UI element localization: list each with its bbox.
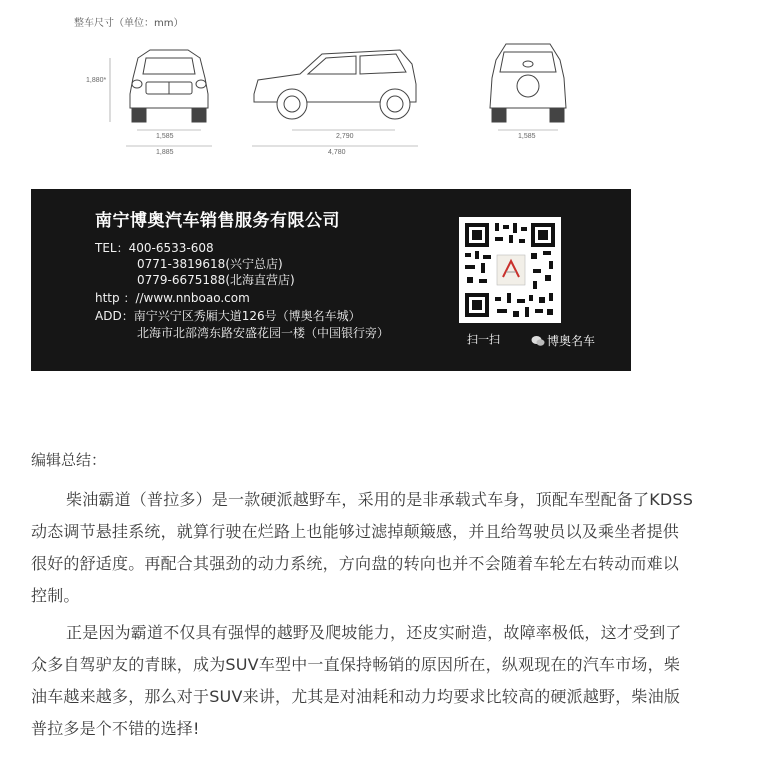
side-view-car: [254, 50, 416, 119]
company-name: 南宁博奥汽车销售服务有限公司: [95, 211, 340, 231]
length-label: 4,780: [328, 149, 346, 156]
diagram-title: 整车尺寸（单位：mm）: [74, 18, 184, 29]
paragraph-line: 很好的舒适度。再配合其强劲的动力系统，方向盘的转向也并不会随着车轮左右转动而难以: [31, 554, 680, 573]
tel-line: TEL：400-6533-608: [95, 241, 214, 255]
paragraph-line: 油车越来越多，那么对于SUV来讲，尤其是对油耗和动力均要求比较高的硬派越野，柴油版: [31, 687, 681, 706]
paragraph-line: 柴油霸道（普拉多）是一款硬派越野车，采用的是非承载式车身，顶配车型配备了KDSS: [66, 490, 694, 509]
tel-tertiary: 0779-6675188(北海直营店): [137, 273, 295, 287]
summary-heading: 编辑总结：: [31, 451, 107, 469]
front-view-car: [130, 50, 208, 122]
summary-paragraph-1: [31, 484, 761, 612]
paragraph-line: 正是因为霸道不仅具有强悍的越野及爬坡能力，还皮实耐造，故障率极低，这才受到了: [66, 623, 682, 642]
rear-view-car: [490, 44, 566, 122]
dealer-business-card: [31, 189, 631, 371]
scan-label: 扫一扫: [467, 333, 500, 346]
address-line-1: ADD：南宁兴宁区秀厢大道126号（博奥名车城）: [95, 309, 361, 323]
front-track-label: 1,585: [156, 133, 174, 140]
brand-watermark: 博奥名车: [547, 334, 596, 348]
address-line-2: 北海市北部湾东路安盛花园一楼（中国银行旁）: [137, 326, 390, 340]
vehicle-dimensions-diagram: [60, 8, 620, 176]
paragraph-line: 普拉多是个不错的选择!: [31, 719, 200, 738]
summary-paragraph-2: [31, 617, 761, 745]
front-width-label: 1,885: [156, 149, 174, 156]
paragraph-line: 控制。: [31, 586, 80, 605]
height-label: 1,880*: [86, 77, 107, 84]
tel-secondary: 0771-3819618(兴宁总店): [137, 257, 283, 271]
wechat-icon: [531, 335, 545, 347]
website-line: http ：//www.nnboao.com: [95, 291, 250, 305]
rear-track-label: 1,585: [518, 133, 536, 140]
paragraph-line: 众多自驾驴友的青睐，成为SUV车型中一直保持畅销的原因所在，纵观现在的汽车市场，柴: [31, 655, 681, 674]
wheelbase-label: 2,790: [336, 133, 354, 140]
paragraph-line: 动态调节悬挂系统，就算行驶在烂路上也能够过滤掉颠簸感，并且给驾驶员以及乘坐者提供: [31, 522, 680, 541]
qr-code: [459, 217, 561, 323]
